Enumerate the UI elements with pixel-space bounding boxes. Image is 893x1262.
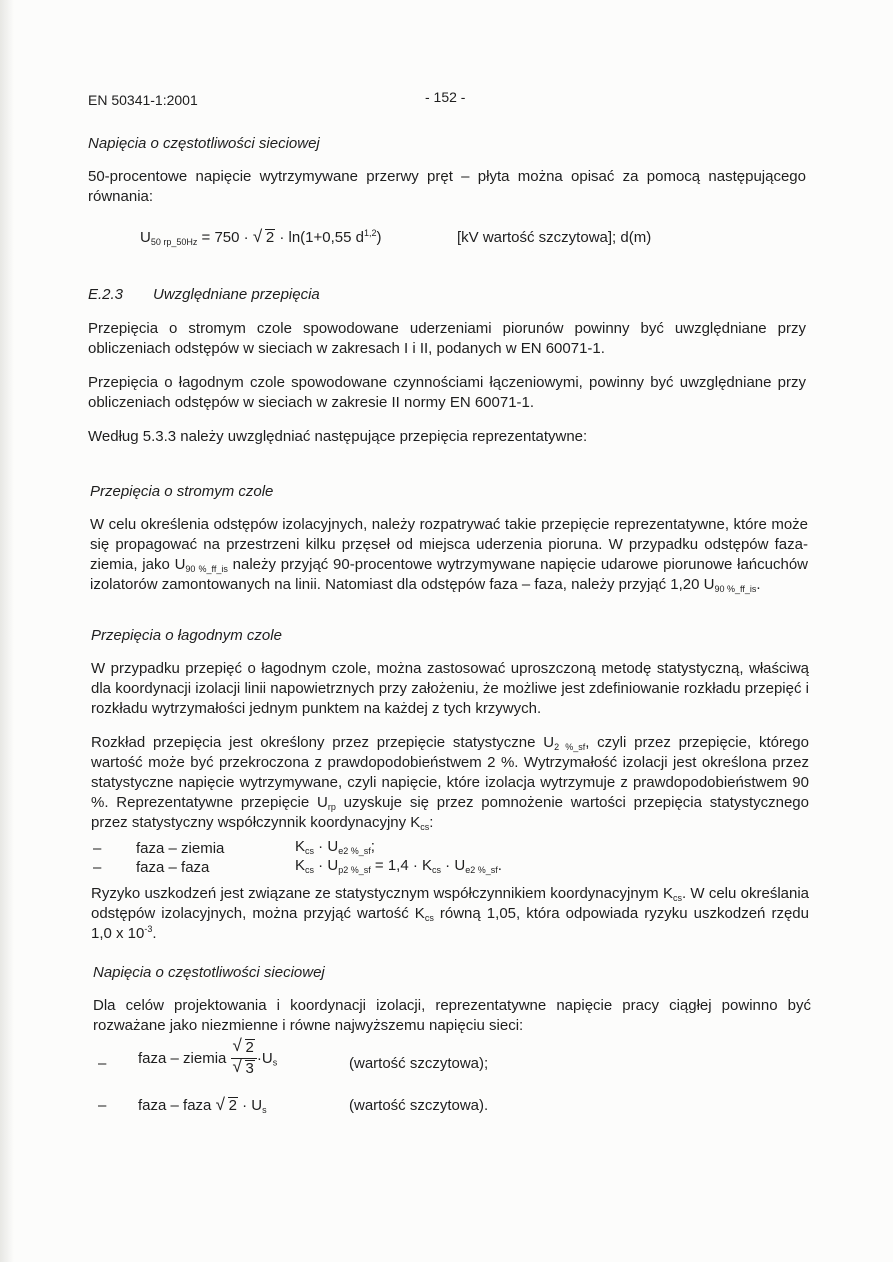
paragraph-rod-plane: 50-procentowe napięcie wytrzymywane przerwy pręt – płyta można opisać za pomocą następującego równania: [88,168,806,205]
paragraph-fast-front: Przepięcia o stromym czole spowodowane uderzeniami piorunów powinny być uwzględniane przy obliczeniach odstępów w sieciach w zakresach I i II, podanych w EN 60071-1. [88,320,806,357]
formula-phase-earth: $K_{cs} \cdot U_{e2 \%\_sf}$; [295,838,375,856]
section-title-power-frequency: Napięcia o częstotliwości sieciowej [88,135,320,152]
paragraph-risk: Ryzyko uszkodzeń jest związane ze statystycznym współczynnikiem koordynacyjnym $K_{cs}$. W celu określania odstępów izolacyjnych, można przyjąć wartość $K_{cs}$ równą 1,05, która odpowiada ryzyku uszkodzeń rzędu 1,0 x $10^{-3}$. [91,885,810,942]
paragraph-according: Według 5.3.3 należy uwzględniać następujące przepięcia reprezentatywne: [88,428,588,445]
note-peak-value: (wartość szczytowa). [349,1097,489,1114]
paragraph-slow-front: Przepięcia o łagodnym czole spowodowane czynnościami łączeniowymi, powinny być uwzględniane przy obliczeniach odstępów w sieciach w zakresie II normy EN 60071-1. [88,374,806,411]
list-label-phase-phase: faza – faza [136,859,210,876]
list-dash: – [93,840,102,857]
formula-phase-earth-voltage: faza – ziemia √ 2 √ 3 $\cdot U_s$ [138,1036,278,1077]
list-dash: – [98,1055,107,1072]
section-title-power-frequency-2: Napięcia o częstotliwości sieciowej [93,964,325,981]
paragraph-distribution: Rozkład przepięcia jest określony przez przepięcie statystyczne $U_{2 \%\_sf}$, czyli przez przepięcie, którego wartość może być przekroczona z prawdopodobieństwem 2 %. Wytrzymałość izolacji jest określona przez statystyczne napięcie wytrzymywane, czyli napięcie, które izolacja wytrzymuje z prawdopodobieństwem 90 %. Reprezentatywne przepięcie $U_{rp}$ uzyskuje się przez pomnożenie wartości przepięcia statystycznego przez statystyczny współczynnik koordynacyjny $K_{cs}$: [91,734,809,832]
section-title-slow-front: Przepięcia o łagodnym czole [91,627,282,644]
paragraph-fast-front-detail: W celu określenia odstępów izolacyjnych, należy rozpatrywać takie przepięcie reprezentatywne, które może się propagować na przestrzeni kilku przęseł od miejsca uderzenia pioruna. W przypadku odstępów faza-ziemia, jako $U_{90 \%\_ff\_is}$ należy przyjąć 90-procentowe wytrzymywane napięcie udarowe piorunowe łańcuchów izolatorów zamontowanych na linii. Natomiast dla odstępów faza – faza, należy przyjąć 1,20 $U_{90 \%\_ff\_is}$. [90,516,808,594]
formula-phase-phase-voltage: faza – faza √ $2 \cdot U_s$ [138,1095,267,1115]
document-id: EN 50341-1:2001 [88,92,198,108]
list-dash: – [93,859,102,876]
section-title-overvoltages: Uwzględniane przepięcia [153,286,320,303]
sqrt-symbol: √ 2 [252,227,275,246]
formula-phase-phase: $K_{cs} \cdot U_{p2 \%\_sf} = 1,4 \cdot K_{cs} \cdot U_{e2 \%\_sf}$. [295,857,502,875]
section-number: E.2.3 [88,286,124,303]
formula-unit: [kV wartość szczytowa]; d(m) [457,229,652,246]
list-label-phase-earth: faza – ziemia [136,840,225,857]
paragraph-design: Dla celów projektowania i koordynacji izolacji, reprezentatywne napięcie pracy ciągłej powinno być rozważane jako niezmienne i równe najwyższemu napięciu sieci: [93,997,811,1034]
formula-u50: $U_{50 rp\_50Hz} = 750$ · √ 2 · ln(1+0,55 $d^{1,2}$) [140,227,382,247]
scan-edge [0,0,14,1262]
note-peak-value: (wartość szczytowa); [349,1055,489,1072]
paragraph-statistical-method: W przypadku przepięć o łagodnym czole, można zastosować uproszczoną metodę statystyczną, właściwą dla koordynacji izolacji linii napowietrznych przy założeniu, że możliwe jest zdefiniowanie rozkładu przepięć i rozkładu wytrzymałości jednym punktem na każdej z tych krzywych. [91,660,809,717]
section-title-fast-front: Przepięcia o stromym czole [90,483,274,500]
list-dash: – [98,1097,107,1114]
page-number: - 152 - [425,89,466,105]
